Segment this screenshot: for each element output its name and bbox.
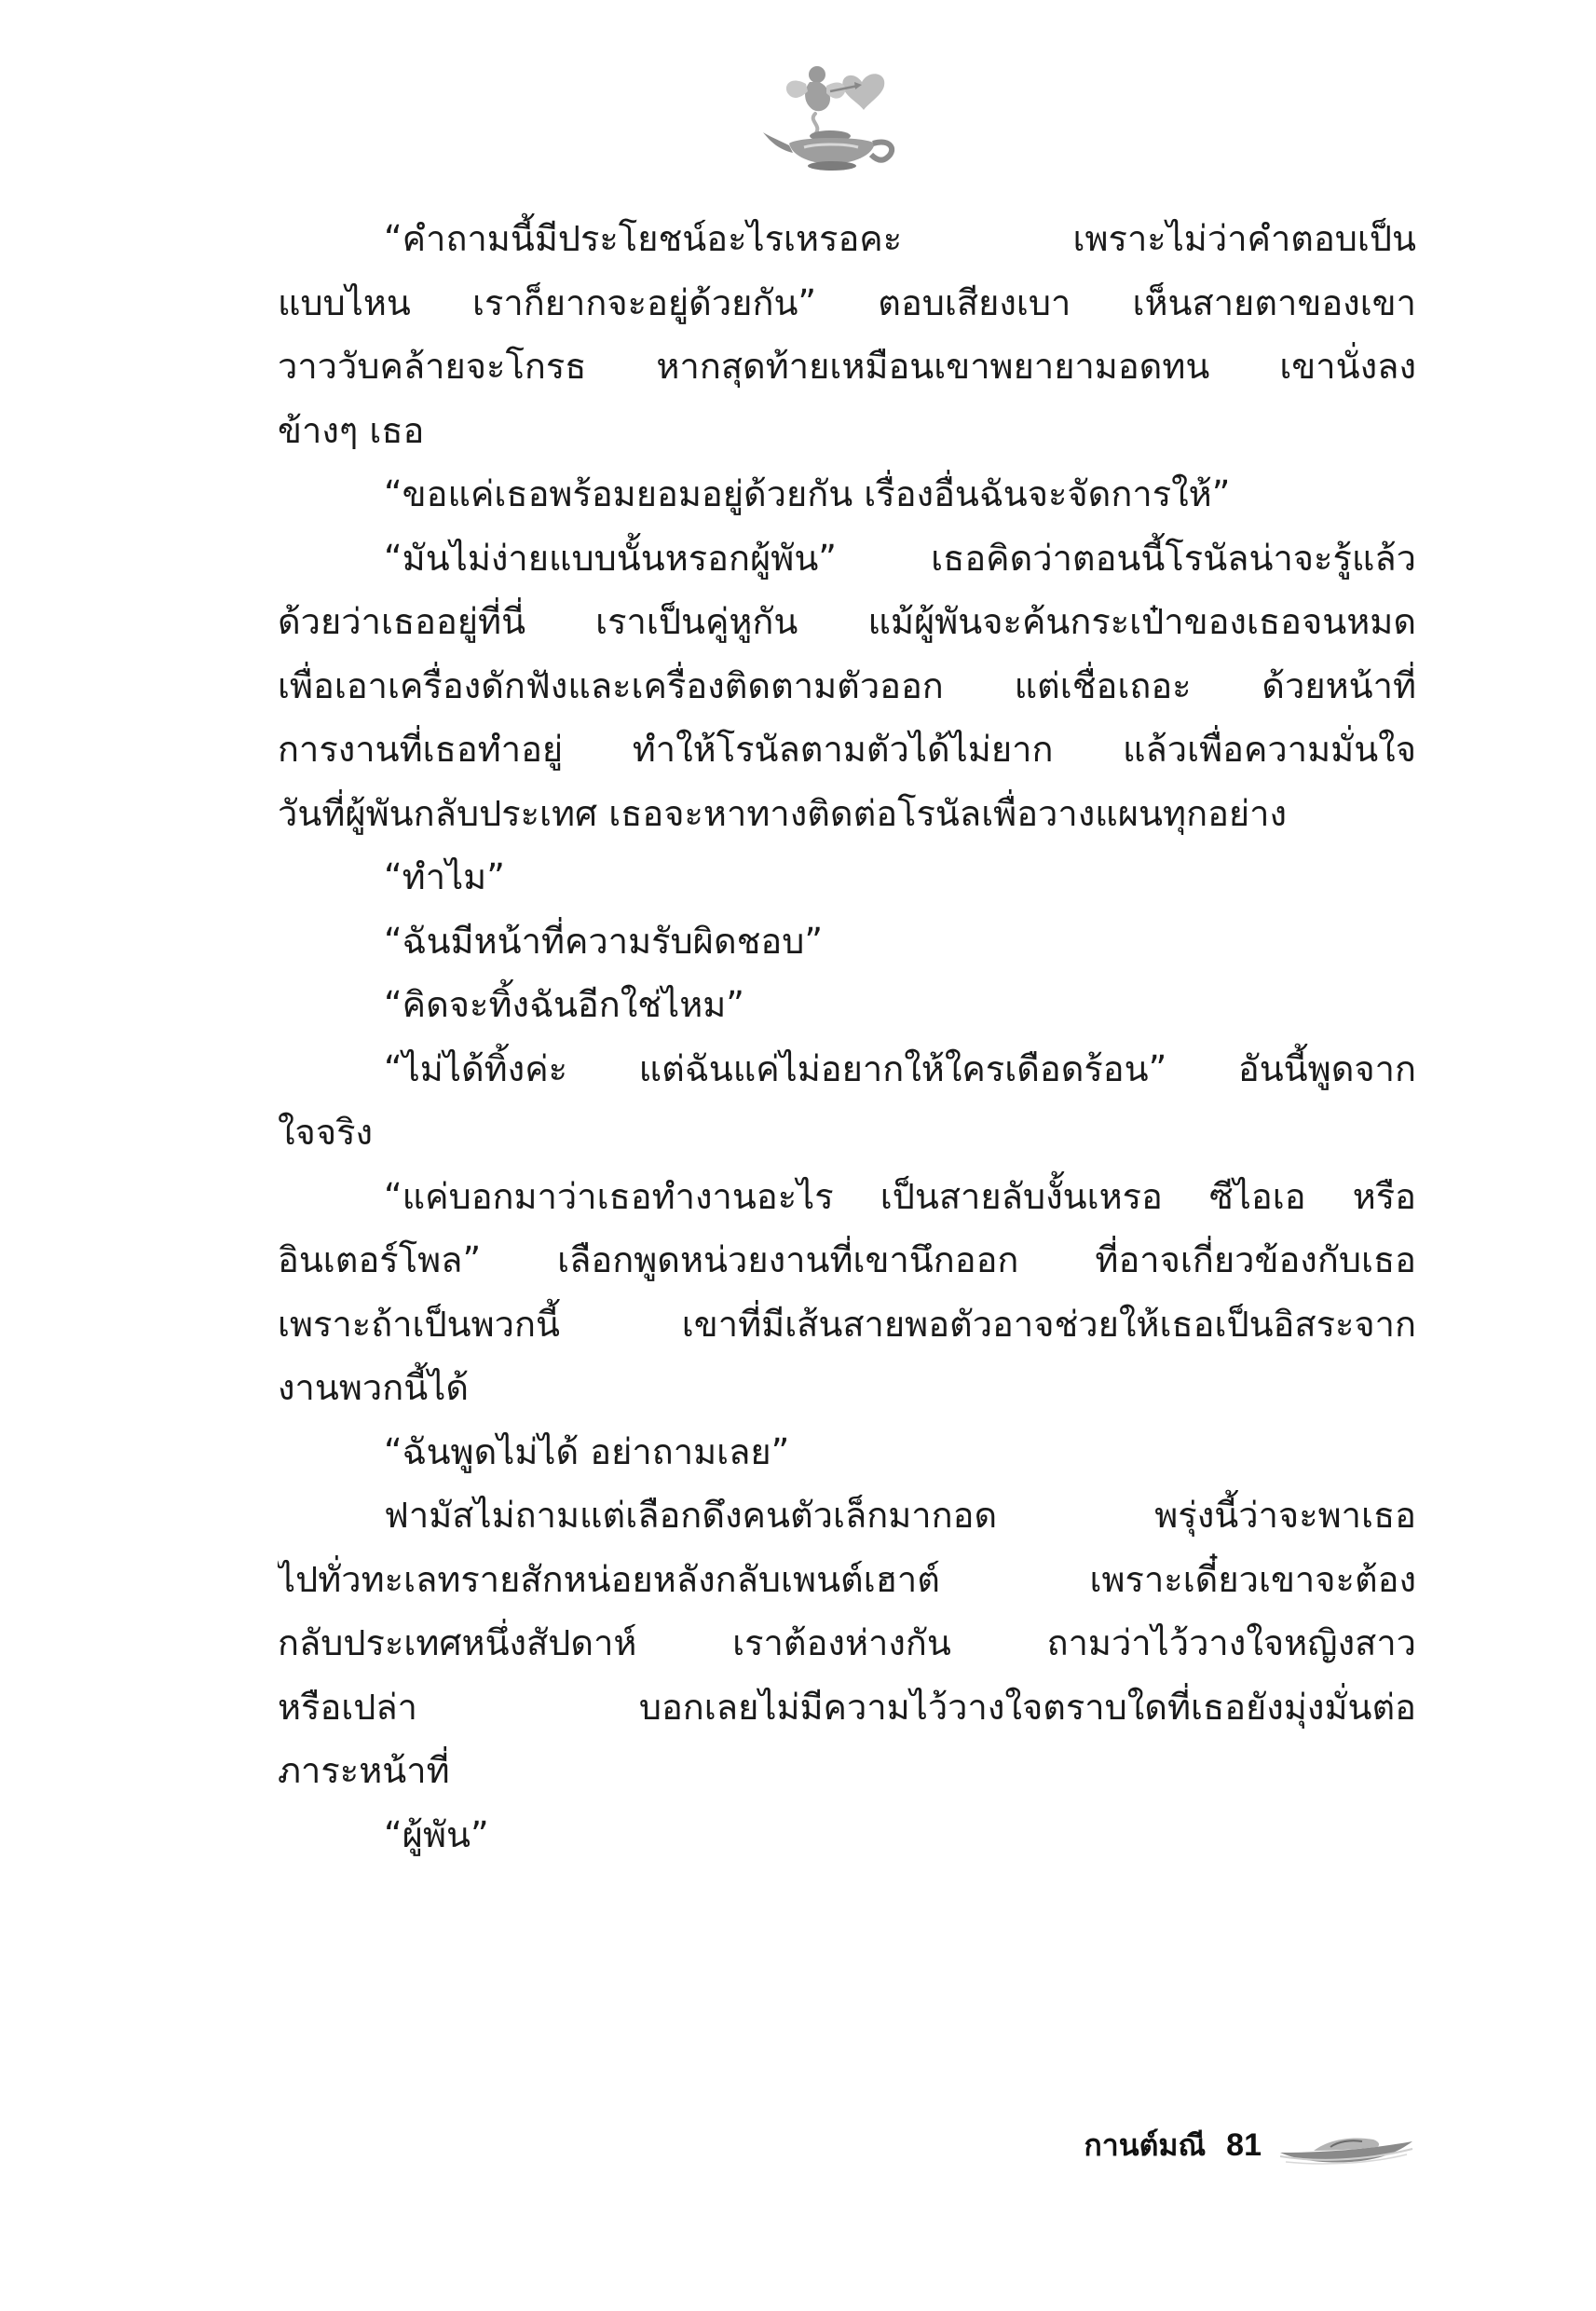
text-line: “ผู้พัน” — [384, 1813, 489, 1855]
text-line: เพื่อเอาเครื่องดักฟังและเครื่องติดตามตัวออก แต่เชื่อเถอะ ด้วยหน้าที่ — [278, 664, 1416, 706]
text-line: “มันไม่ง่ายแบบนั้นหรอกผู้พัน” เธอคิดว่าตอนนี้โรนัลน่าจะรู้แล้ว — [384, 537, 1416, 579]
text-line: เพราะถ้าเป็นพวกนี้ เขาที่มีเส้นสายพอตัวอาจช่วยให้เธอเป็นอิสระจาก — [278, 1303, 1416, 1345]
text-line: “แค่บอกมาว่าเธอทำงานอะไร เป็นสายลับงั้นเหรอ ซีไอเอ หรือ — [384, 1175, 1416, 1217]
genie-lamp-cupid-ornament-icon — [761, 54, 901, 171]
text-line: วาววับคล้ายจะโกรธ หากสุดท้ายเหมือนเขาพยายามอดทน เขานั่งลง — [278, 346, 1416, 387]
story-text — [278, 207, 1416, 1867]
text-line: การงานที่เธอทำอยู่ ทำให้โรนัลตามตัวได้ไม่ยาก แล้วเพื่อความมั่นใจ — [278, 729, 1416, 770]
text-line: งานพวกนี้ได้ — [278, 1367, 470, 1408]
text-line: ข้างๆ เธอ — [278, 409, 425, 451]
text-line: “ฉันพูดไม่ได้ อย่าถามเลย” — [384, 1430, 790, 1472]
page-footer — [1025, 2117, 1416, 2173]
text-line: “ทำไม” — [384, 856, 505, 897]
text-line: ภาระหน้าที่ — [278, 1750, 450, 1791]
text-line: “ฉันมีหน้าที่ความรับผิดชอบ” — [384, 920, 824, 962]
text-line: วันที่ผู้พันกลับประเทศ เธอจะหาทางติดต่อโรนัลเพื่อวางแผนทุกอย่าง — [278, 792, 1288, 834]
text-line: ด้วยว่าเธออยู่ที่นี่ เราเป็นคู่หูกัน แม้ผู้พันจะค้นกระเป๋าของเธอจนหมด — [278, 601, 1416, 642]
author-name: กานต์มณี — [1084, 2126, 1207, 2163]
text-line: ไปทั่วทะเลทรายสักหน่อยหลังกลับเพนต์เฮาต์ เพราะเดี๋ยวเขาจะต้อง — [278, 1558, 1416, 1600]
text-line: กลับประเทศหนึ่งสัปดาห์ เราต้องห่างกัน ถามว่าไว้วางใจหญิงสาว — [278, 1622, 1416, 1663]
text-line: แบบไหน เราก็ยากจะอยู่ด้วยกัน” ตอบเสียงเบา เห็นสายตาของเขา — [278, 281, 1416, 323]
text-line: “ขอแค่เธอพร้อมยอมอยู่ด้วยกัน เรื่องอื่นฉันจะจัดการให้” — [384, 473, 1231, 514]
text-line: หรือเปล่า บอกเลยไม่มีความไว้วางใจตราบใดที่เธอยังมุ่งมั่นต่อ — [278, 1686, 1416, 1728]
text-line: “คำถามนี้มีประโยชน์อะไรเหรอคะ เพราะไม่ว่าคำตอบเป็น — [384, 218, 1416, 259]
speedboat-icon — [1276, 2125, 1416, 2166]
page-number: 81 — [1226, 2126, 1262, 2163]
text-line: ใจจริง — [278, 1112, 374, 1153]
text-line: ฟามัสไม่ถามแต่เลือกดึงคนตัวเล็กมากอด พรุ่งนี้ว่าจะพาเธอ — [384, 1495, 1416, 1536]
text-line: “คิดจะทิ้งฉันอีกใช่ไหม” — [384, 984, 744, 1025]
text-line: “ไม่ได้ทิ้งค่ะ แต่ฉันแค่ไม่อยากให้ใครเดือดร้อน” อันนี้พูดจาก — [384, 1047, 1416, 1089]
text-line: อินเตอร์โพล” เลือกพูดหน่วยงานที่เขานึกออก ที่อาจเกี่ยวข้องกับเธอ — [278, 1239, 1416, 1280]
